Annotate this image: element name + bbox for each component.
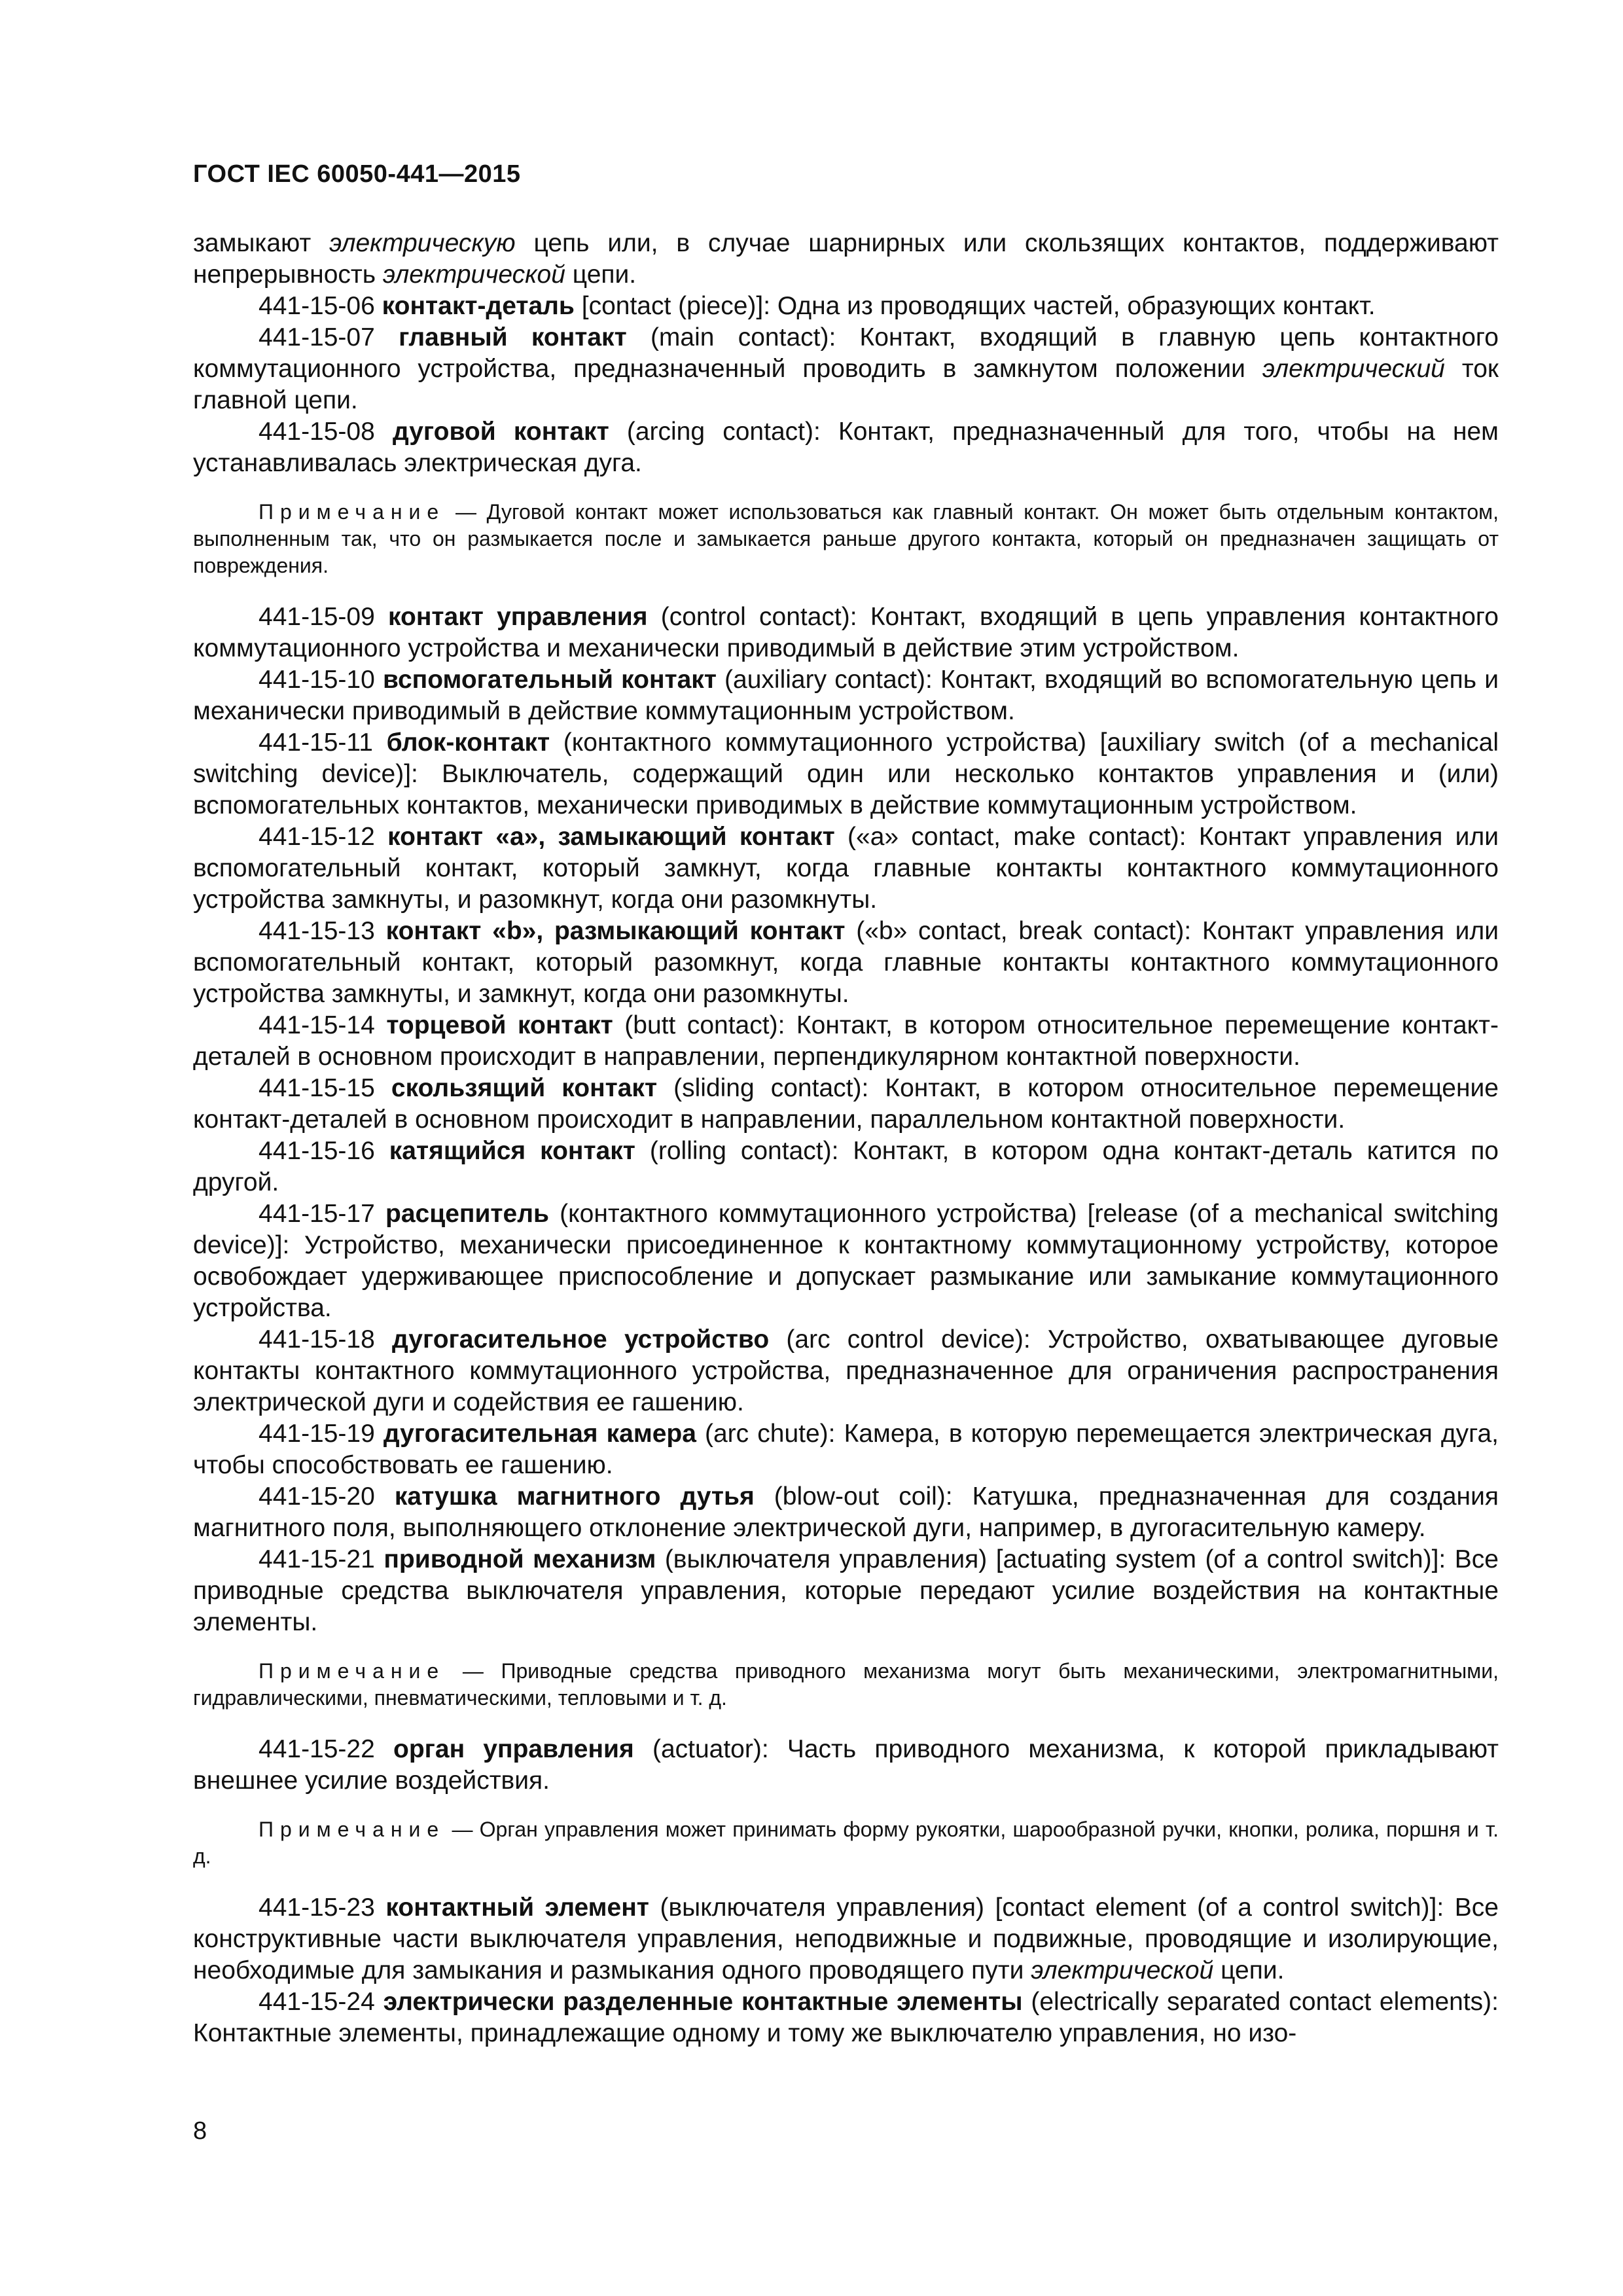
entry-term: дугогасительная камера bbox=[383, 1420, 696, 1448]
entry-definition: (main contact): Контакт, входящий в главную цепь контактного коммутационного устройства, предназначенный проводить в замкнутом положении bbox=[193, 323, 1499, 383]
entry-term: дуговой контакт bbox=[392, 418, 609, 446]
entry-term: дугогасительное устройство bbox=[392, 1325, 770, 1354]
entry-definition: (blow-out coil): Катушка, предназначенная для создания магнитного поля, выполняющего отклонение электрической дуги, например, в дугогасительную камеру. bbox=[193, 1482, 1499, 1542]
entry-term: скользящий контакт bbox=[391, 1074, 658, 1102]
entry-definition: (arc control device): Устройство, охватывающее дуговые контакты контактного коммутационного устройства, предназначенное для ограничения распространения электрической дуги и содействия ее гашению. bbox=[193, 1325, 1499, 1416]
entry-term: контакт «а», замыкающий контакт bbox=[387, 823, 835, 851]
entry-definition: (контактного коммутационного устройства) [release (of a mechanical switching device)]: Устройство, механически присоединенное к контактному коммутационному устройству, которое освобождает удерживающее приспособление и допускает размыкание или замыкание коммутационного устройства. bbox=[193, 1200, 1499, 1322]
entry-number: 441-15-07 bbox=[259, 323, 375, 351]
note-paragraph bbox=[193, 499, 1499, 579]
entry-term: расцепитель bbox=[385, 1200, 549, 1228]
note-paragraph bbox=[193, 1816, 1499, 1870]
term-entry bbox=[193, 664, 1499, 727]
entry-term: контакт-деталь bbox=[382, 292, 575, 320]
term-entry bbox=[193, 1734, 1499, 1797]
term-entry bbox=[193, 1892, 1499, 1986]
term-entry bbox=[193, 916, 1499, 1010]
term-entry bbox=[193, 1324, 1499, 1418]
intro-paragraph bbox=[193, 228, 1499, 291]
entry-number: 441-15-20 bbox=[259, 1482, 375, 1511]
entry-number: 441-15-18 bbox=[259, 1325, 375, 1354]
entry-number: 441-15-10 bbox=[259, 666, 375, 694]
entry-number: 441-15-19 bbox=[259, 1420, 375, 1448]
entry-term: торцевой контакт bbox=[386, 1011, 613, 1039]
entry-number: 441-15-22 bbox=[259, 1735, 375, 1763]
entry-italic: электрической bbox=[1031, 1956, 1214, 1984]
entry-definition: (выключателя управления) [contact element (of a control switch)]: Все конструктивные части выключателя управления, неподвижные и подвижные, проводящие и изолирующие, необходимые для замыкания и размыкания одного проводящего пути bbox=[193, 1893, 1499, 1984]
entry-term: контакт управления bbox=[388, 603, 648, 631]
term-entry bbox=[193, 727, 1499, 821]
entry-definition: цепи. bbox=[1213, 1956, 1285, 1984]
document-page bbox=[193, 160, 1499, 2049]
term-entry bbox=[193, 416, 1499, 479]
entry-number: 441-15-08 bbox=[259, 418, 375, 446]
term-entry bbox=[193, 291, 1499, 322]
intro-italic: электрической bbox=[382, 260, 565, 289]
entry-definition: (arcing contact): Контакт, предназначенный для того, чтобы на нем устанавливалась электрическая дуга. bbox=[193, 418, 1499, 477]
entry-number: 441-15-23 bbox=[259, 1893, 375, 1922]
term-entry bbox=[193, 1073, 1499, 1136]
intro-text: цепь или, в случае шарнирных или скользящих контактов, поддерживают непрерывность bbox=[193, 229, 1499, 289]
term-entry bbox=[193, 1418, 1499, 1481]
entry-number: 441-15-21 bbox=[259, 1545, 375, 1573]
entry-italic: электрический bbox=[1262, 355, 1445, 383]
term-entry bbox=[193, 1986, 1499, 2049]
entry-definition: («а» contact, make contact): Контакт управления или вспомогательный контакт, который замкнут, когда главные контакты контактного коммутационного устройства замкнуты, и разомкнут, когда они разомкнуты. bbox=[193, 823, 1499, 914]
entry-term: вспомогательный контакт bbox=[382, 666, 717, 694]
entry-number: 441-15-13 bbox=[259, 917, 375, 945]
entry-number: 441-15-12 bbox=[259, 823, 375, 851]
entry-term: электрически разделенные контактные элементы bbox=[383, 1988, 1023, 2016]
document-header: ГОСТ IEC 60050-441—2015 bbox=[193, 160, 521, 188]
entry-number: 441-15-14 bbox=[259, 1011, 375, 1039]
entry-term: главный контакт bbox=[399, 323, 627, 351]
entry-term: приводной механизм bbox=[383, 1545, 656, 1573]
entry-definition: (auxiliary contact): Контакт, входящий во вспомогательную цепь и механически приводимый в действие коммутационным устройством. bbox=[193, 666, 1499, 725]
note-text: — Приводные средства приводного механизма могут быть механическими, электромагнитными, гидравлическими, пневматическими, тепловыми и т. д. bbox=[193, 1659, 1499, 1710]
term-entry bbox=[193, 601, 1499, 664]
entry-number: 441-15-06 bbox=[259, 292, 375, 320]
note-text: — Орган управления может принимать форму рукоятки, шарообразной ручки, кнопки, ролика, поршня и т. д. bbox=[193, 1818, 1499, 1868]
entry-term: катушка магнитного дутья bbox=[394, 1482, 755, 1511]
entry-definition: (sliding contact): Контакт, в котором относительное перемещение контакт-деталей в основном происходит в направлении, параллельном контактной поверхности. bbox=[193, 1074, 1499, 1134]
entry-definition: (выключателя управления) [actuating system (of a control switch)]: Все приводные средства выключателя управления, которые передают усилие воздействия на контактные элементы. bbox=[193, 1545, 1499, 1636]
term-entry bbox=[193, 821, 1499, 916]
entry-definition: (electrically separated contact elements): Контактные элементы, принадлежащие одному и тому же выключателю управления, но изо- bbox=[193, 1988, 1499, 2047]
entry-number: 441-15-11 bbox=[259, 728, 373, 757]
term-entry bbox=[193, 1136, 1499, 1198]
entry-definition: («b» contact, break contact): Контакт управления или вспомогательный контакт, который разомкнут, когда главные контакты контактного коммутационного устройства замкнуты, и замкнут, когда они разомкнуты. bbox=[193, 917, 1499, 1008]
entry-definition: (rolling contact): Контакт, в котором одна контакт-деталь катится по другой. bbox=[193, 1137, 1499, 1196]
note-text: — Дуговой контакт может использоваться как главный контакт. Он может быть отдельным контактом, выполненным так, что он размыкается после и замыкается раньше другого контакта, который он предназначен защищать от повреждения. bbox=[193, 500, 1499, 577]
entry-number: 441-15-09 bbox=[259, 603, 375, 631]
entry-definition: (arc chute): Камера, в которую перемещается электрическая дуга, чтобы способствовать ее гашению. bbox=[193, 1420, 1499, 1479]
intro-text: замыкают bbox=[193, 229, 330, 257]
entry-term: орган управления bbox=[393, 1735, 634, 1763]
note-label: Примечание bbox=[259, 500, 446, 524]
entry-definition: (control contact): Контакт, входящий в цепь управления контактного коммутационного устройства и механически приводимый в действие этим устройством. bbox=[193, 603, 1499, 662]
term-entry bbox=[193, 1481, 1499, 1544]
entry-term: контакт «b», размыкающий контакт bbox=[385, 917, 846, 945]
entry-term: контактный элемент bbox=[385, 1893, 649, 1922]
term-entry bbox=[193, 1010, 1499, 1073]
entry-definition: (контактного коммутационного устройства) [auxiliary switch (of a mechanical switching device)]: Выключатель, содержащий один или несколько контактов управления и (или) вспомогательных контактов, механически приводимых в действие коммутационным устройством. bbox=[193, 728, 1499, 819]
entry-number: 441-15-15 bbox=[259, 1074, 375, 1102]
entry-number: 441-15-24 bbox=[259, 1988, 375, 2016]
entry-number: 441-15-17 bbox=[259, 1200, 375, 1228]
entry-definition: ток главной цепи. bbox=[193, 355, 1499, 414]
entry-term: блок-контакт bbox=[386, 728, 550, 757]
note-label: Примечание bbox=[259, 1818, 446, 1841]
entry-term: катящийся контакт bbox=[389, 1137, 635, 1165]
page-number: 8 bbox=[193, 2117, 207, 2145]
entry-definition: (actuator): Часть приводного механизма, к которой прикладывают внешнее усилие воздействия. bbox=[193, 1735, 1499, 1795]
intro-text: цепи. bbox=[565, 260, 637, 289]
intro-italic: электрическую bbox=[329, 229, 516, 257]
note-paragraph bbox=[193, 1658, 1499, 1712]
note-label: Примечание bbox=[259, 1659, 446, 1683]
entry-definition: [contact (piece)]: Одна из проводящих частей, образующих контакт. bbox=[574, 292, 1376, 320]
term-entry bbox=[193, 1544, 1499, 1638]
term-entry bbox=[193, 322, 1499, 416]
term-entry bbox=[193, 1198, 1499, 1324]
entry-definition: (butt contact): Контакт, в котором относительное перемещение контакт-деталей в основном происходит в направлении, перпендикулярном контактной поверхности. bbox=[193, 1011, 1499, 1071]
entry-number: 441-15-16 bbox=[259, 1137, 375, 1165]
